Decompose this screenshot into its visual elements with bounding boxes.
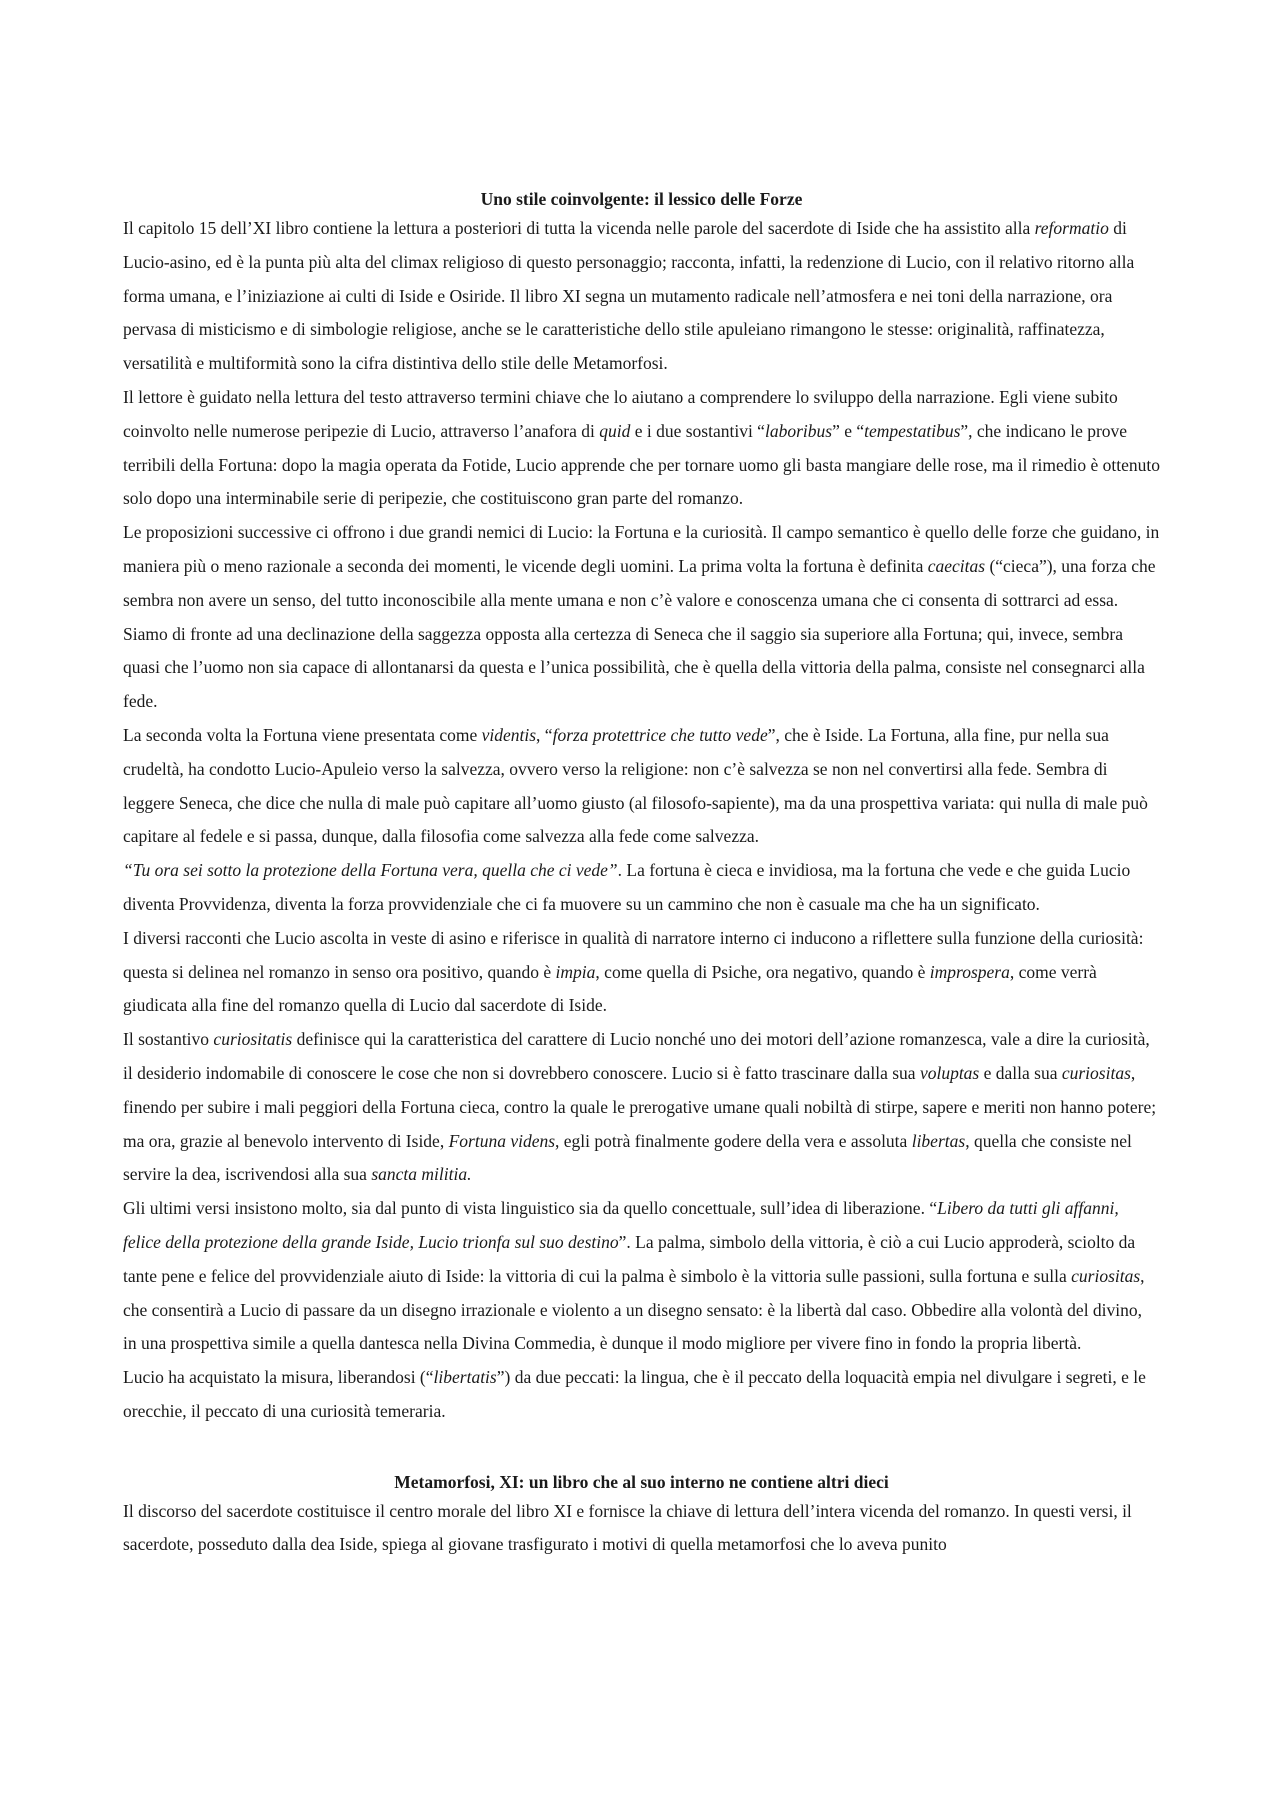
document-body: [123, 186, 1160, 1562]
italic-run: quid: [599, 420, 631, 441]
italic-run: videntis: [481, 724, 537, 745]
text-run: , che consentirà a Lucio di passare da un disegno irrazionale e violento a un disegno sensato: è la libertà dal caso. Obbedire alla volontà del divino, in una prospettiva simile a quella dantesca nella Divina Commedia, è dunque il modo migliore per vivere fino in fondo la propria libertà.: [123, 1265, 1145, 1354]
italic-run: curiositatis: [213, 1029, 293, 1050]
text-run: Il discorso del sacerdote costituisce il centro morale del libro XI e fornisce la chiave di lettura dell’intera vicenda del romanzo. In questi versi, il sacerdote, posseduto dalla dea Iside, spiega al giovane trasfigurato i motivi di quella metamorfosi che lo aveva punito: [123, 1500, 1132, 1555]
section-gap: [123, 1429, 1160, 1469]
text-run: ”, che è Iside. La Fortuna, alla fine, pur nella sua crudeltà, ha condotto Lucio-Apuleio verso la salvezza, ovvero verso la religione: non c’è salvezza se non nel convertirsi alla fede. Sembra di leggere Seneca, che dice che nulla di male può capitare all’uomo giusto (al filosofo-sapiente), ma da una prospettiva variata: qui nulla di male può capitare al fedele e si passa, dunque, dalla filosofia come salvezza alla fede come salvezza.: [123, 724, 1148, 847]
text-run: Lucio ha acquistato la misura, liberandosi (“: [123, 1367, 434, 1388]
text-run: (“cieca”), una forza che sembra non avere un senso, del tutto inconoscibile alla mente umana e non c’è valore e conoscenza umana che ci consenta di sottrarci ad essa. Siamo di fronte ad una declinazione della saggezza opposta alla certezza di Seneca che il saggio sia superiore alla Fortuna; qui, invece, sembra quasi che l’uomo non sia capace di allontanarsi da questa e l’unica possibilità, che è quella della vittoria della palma, consiste nel consegnarci alla fede.: [123, 555, 1156, 712]
italic-run: impia: [555, 961, 596, 982]
italic-run: Libero da tutti gli affanni, felice della protezione della grande Iside, Lucio trionfa sul suo destino: [123, 1198, 1119, 1252]
body-paragraph: [123, 212, 1160, 381]
text-run: , egli potrà finalmente godere della vera e assoluta: [555, 1130, 912, 1151]
text-run: di Lucio-asino, ed è la punta più alta del climax religioso di questo personaggio; racconta, infatti, la redenzione di Lucio, con il relativo ritorno alla forma umana, e l’iniziazione ai culti di Iside e Osiride. Il libro XI segna un mutamento radicale nell’atmosfera e nei toni della narrazione, ora pervasa di misticismo e di simbologie religiose, anche se le caratteristiche dello stile apuleiano rimangono le stesse: originalità, raffinatezza, versatilità e multiformità sono la cifra distintiva dello stile delle Metamorfosi.: [123, 218, 1135, 374]
body-paragraph: [123, 922, 1160, 1023]
text-run: ”) da due peccati: la lingua, che è il peccato della loquacità empia nel divulgare i segreti, e le orecchie, il peccato di una curiosità temeraria.: [123, 1367, 1146, 1421]
body-paragraph: [123, 1192, 1160, 1361]
text-run: ”. La palma, simbolo della vittoria, è ciò a cui Lucio approderà, sciolto da tante pene e felice del provvidenziale aiuto di Iside: la vittoria di cui la palma è simbolo è la vittoria sulle passioni, sulla fortuna e sulla: [123, 1231, 1136, 1286]
italic-run: Fortuna videns: [448, 1130, 556, 1151]
body-paragraph: [123, 516, 1160, 719]
italic-run: forza protettrice che tutto vede: [552, 724, 768, 745]
italic-run: improspera: [929, 961, 1010, 982]
section-heading: Uno stile coinvolgente: il lessico delle Forze: [480, 189, 803, 209]
body-paragraph: [123, 1495, 1160, 1563]
italic-run: libertas: [911, 1130, 966, 1151]
text-run: . La fortuna è cieca e invidiosa, ma la fortuna che vede e che guida Lucio diventa Provvidenza, diventa la forza provvidenziale che ci fa muovere su un cammino che non è casuale ma che ha un significato.: [123, 860, 1131, 914]
text-run: I diversi racconti che Lucio ascolta in veste di asino e riferisce in qualità di narratore interno ci inducono a riflettere sulla funzione della curiosità: questa si delinea nel romanzo in senso ora positivo, quando è: [123, 927, 1144, 982]
italic-run: curiositas: [1061, 1062, 1131, 1083]
text-run: , come verrà giudicata alla fine del romanzo quella di Lucio dal sacerdote di Iside.: [123, 961, 1097, 1016]
text-run: , finendo per subire i mali peggiori della Fortuna cieca, contro la quale le prerogative umane quali nobiltà di stirpe, sapere e meriti non hanno potere; ma ora, grazie al benevolo intervento di Iside,: [123, 1062, 1157, 1151]
italic-run: tempestatibus: [864, 420, 961, 441]
text-run: , come quella di Psiche, ora negativo, quando è: [595, 961, 930, 982]
text-run: , quella che consiste nel servire la dea, iscrivendosi alla sua: [123, 1130, 1132, 1185]
text-run: , “: [536, 724, 553, 745]
italic-run: voluptas: [919, 1062, 980, 1083]
body-paragraph: [123, 1023, 1160, 1192]
italic-run: sancta militia.: [371, 1164, 472, 1185]
text-run: e i due sostantivi “: [630, 420, 765, 441]
italic-run: caecitas: [927, 555, 986, 576]
text-run: Il capitolo 15 dell’XI libro contiene la lettura a posteriori di tutta la vicenda nelle parole del sacerdote di Iside che ha assistito alla: [123, 218, 1035, 238]
text-run: e dalla sua: [979, 1062, 1062, 1083]
text-run: La seconda volta la Fortuna viene presentata come: [123, 724, 482, 745]
italic-run: laboribus: [764, 420, 833, 441]
body-paragraph: [123, 854, 1160, 922]
text-run: Le proposizioni successive ci offrono i due grandi nemici di Lucio: la Fortuna e la curiosità. Il campo semantico è quello delle forze che guidano, in maniera più o meno razionale a seconda dei momenti, le vicende degli uomini. La prima volta la fortuna è definita: [123, 522, 1160, 576]
text-run: ”, che indicano le prove terribili della Fortuna: dopo la magia operata da Fotide, Lucio apprende che per tornare uomo gli basta mangiare delle rose, ma il rimedio è ottenuto solo dopo una interminabile serie di peripezie, che costituiscono gran parte del romanzo.: [123, 420, 1161, 509]
italic-run: curiositas: [1071, 1265, 1141, 1286]
italic-run: reformatio: [1034, 218, 1109, 238]
text-run: Gli ultimi versi insistono molto, sia dal punto di vista linguistico sia da quello concettuale, sull’idea di liberazione. “: [123, 1198, 938, 1219]
body-paragraph: [123, 719, 1160, 854]
text-run: Il sostantivo: [123, 1029, 214, 1050]
text-run: Il lettore è guidato nella lettura del testo attraverso termini chiave che lo aiutano a comprendere lo sviluppo della narrazione. Egli viene subito coinvolto nelle numerose peripezie di Lucio, attraverso l’anafora di: [123, 386, 1118, 441]
body-paragraph: [123, 1361, 1160, 1429]
text-run: definisce qui la caratteristica del carattere di Lucio nonché uno dei motori dell’azione romanzesca, vale a dire la curiosità, il desiderio indomabile di conoscere le cose che non si dovrebbero conoscere. Lucio si è fatto trascinare dalla sua: [123, 1029, 1150, 1083]
body-paragraph: [123, 381, 1160, 516]
italic-run: “Tu ora sei sotto la protezione della Fortuna vera, quella che ci vede”: [123, 860, 618, 881]
italic-run: libertatis: [433, 1367, 497, 1388]
section-heading: Metamorfosi, XI: un libro che al suo interno ne contiene altri dieci: [394, 1471, 889, 1492]
text-run: ” e “: [832, 420, 865, 441]
